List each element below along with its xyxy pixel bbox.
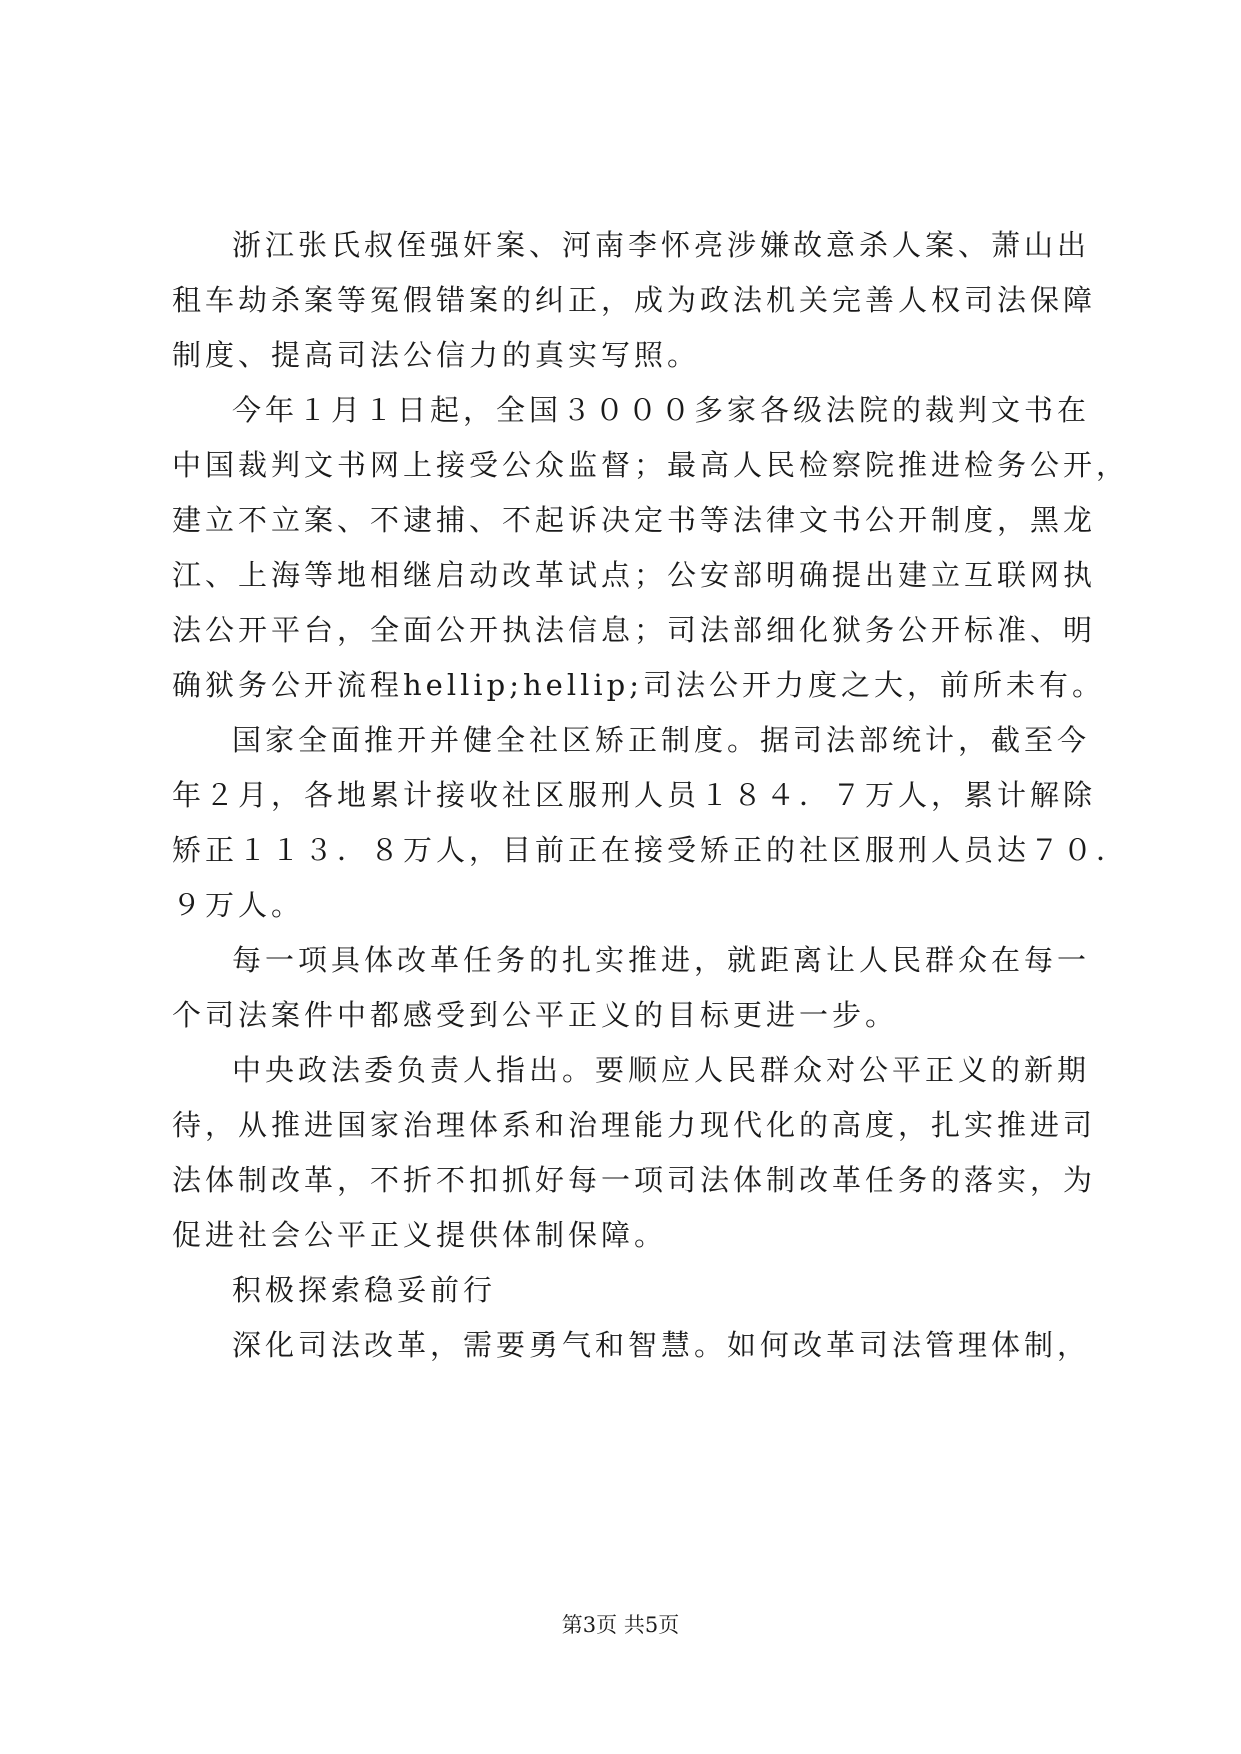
paragraph-4-line-1: 每一项具体改革任务的扎实推进，就距离让人民群众在每一 xyxy=(232,943,1091,977)
paragraph-3-line-1: 国家全面推开并健全社区矫正制度。据司法部统计，截至今 xyxy=(232,723,1091,757)
paragraph-2-line-6: 确狱务公开流程hellip;hellip;司法公开力度之大，前所未有。 xyxy=(172,668,1105,702)
paragraph-2-line-1: 今年１月１日起，全国３０００多家各级法院的裁判文书在 xyxy=(232,393,1091,427)
section-heading: 积极探索稳妥前行 xyxy=(232,1273,497,1307)
paragraph-6-line-1: 深化司法改革，需要勇气和智慧。如何改革司法管理体制， xyxy=(232,1328,1091,1362)
paragraph-1-line-1: 浙江张氏叔侄强奸案、河南李怀亮涉嫌故意杀人案、萧山出 xyxy=(232,228,1091,262)
paragraph-1-line-3: 制度、提高司法公信力的真实写照。 xyxy=(172,338,701,372)
paragraph-2-line-4: 江、上海等地相继启动改革试点；公安部明确提出建立互联网执 xyxy=(172,558,1097,592)
page-footer xyxy=(0,1610,1241,1640)
paragraph-3-line-2: 年２月，各地累计接收社区服刑人员１８４．７万人，累计解除 xyxy=(172,778,1097,812)
paragraph-1-line-2: 租车劫杀案等冤假错案的纠正，成为政法机关完善人权司法保障 xyxy=(172,283,1097,317)
paragraph-3-line-4: ９万人。 xyxy=(172,888,305,922)
paragraph-5-line-4: 促进社会公平正义提供体制保障。 xyxy=(172,1218,668,1252)
paragraph-5-line-3: 法体制改革，不折不扣抓好每一项司法体制改革任务的落实，为 xyxy=(172,1163,1097,1197)
paragraph-2-line-3: 建立不立案、不逮捕、不起诉决定书等法律文书公开制度，黑龙 xyxy=(172,503,1097,537)
paragraph-3-line-3: 矫正１１３．８万人，目前正在接受矫正的社区服刑人员达７０． xyxy=(172,833,1130,867)
paragraph-4-line-2: 个司法案件中都感受到公平正义的目标更进一步。 xyxy=(172,998,899,1032)
page-number-label: 第3页 共5页 xyxy=(561,1613,680,1637)
paragraph-5-line-2: 待，从推进国家治理体系和治理能力现代化的高度，扎实推进司 xyxy=(172,1108,1097,1142)
paragraph-2-line-5: 法公开平台，全面公开执法信息；司法部细化狱务公开标准、明 xyxy=(172,613,1097,647)
paragraph-2-line-2: 中国裁判文书网上接受公众监督；最高人民检察院推进检务公开， xyxy=(172,448,1130,482)
paragraph-5-line-1: 中央政法委负责人指出。要顺应人民群众对公平正义的新期 xyxy=(232,1053,1091,1087)
